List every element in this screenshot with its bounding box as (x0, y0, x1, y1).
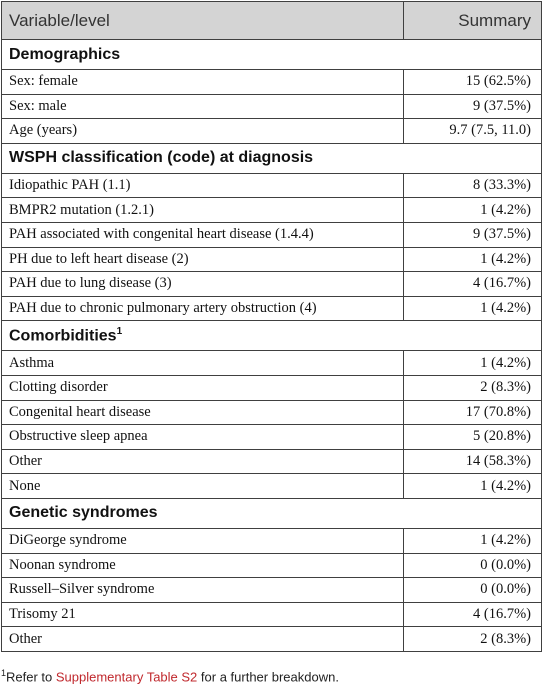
section-title-text: WSPH classification (code) at diagnosis (9, 149, 314, 167)
row-label: DiGeorge syndrome (2, 528, 404, 553)
row-label: PAH due to chronic pulmonary artery obstruction (4) (2, 296, 404, 321)
section-title-text: Comorbidities (9, 327, 117, 345)
table-row (2, 553, 542, 578)
row-value: 1 (4.2%) (404, 351, 542, 376)
row-value: 1 (4.2%) (404, 296, 542, 321)
row-label: Clotting disorder (2, 375, 404, 400)
table-row (2, 425, 542, 450)
row-value: 0 (0.0%) (404, 553, 542, 578)
row-value: 2 (8.3%) (404, 375, 542, 400)
table-row (2, 602, 542, 627)
row-value: 1 (4.2%) (404, 528, 542, 553)
header-summary: Summary (404, 2, 542, 40)
row-label: Asthma (2, 351, 404, 376)
row-label: Age (years) (2, 119, 404, 144)
table-row (2, 247, 542, 272)
row-label: BMPR2 mutation (1.2.1) (2, 198, 404, 223)
row-value: 4 (16.7%) (404, 602, 542, 627)
section-header-row (2, 143, 542, 173)
table-row (2, 528, 542, 553)
table-row (2, 173, 542, 198)
row-value: 9 (37.5%) (404, 94, 542, 119)
row-label: Trisomy 21 (2, 602, 404, 627)
row-label: Idiopathic PAH (1.1) (2, 173, 404, 198)
section-title-text: Demographics (9, 45, 121, 63)
table-row (2, 296, 542, 321)
section-title-text: Genetic syndromes (9, 504, 158, 522)
row-label: Sex: male (2, 94, 404, 119)
row-label: PH due to left heart disease (2) (2, 247, 404, 272)
table-row (2, 627, 542, 652)
table-footnote (1, 668, 339, 684)
header-variable-level: Variable/level (2, 2, 404, 40)
row-value: 2 (8.3%) (404, 627, 542, 652)
row-label: PAH associated with congenital heart disease (1.4.4) (2, 222, 404, 247)
row-value: 1 (4.2%) (404, 198, 542, 223)
row-label: Congenital heart disease (2, 400, 404, 425)
table-row (2, 222, 542, 247)
row-label: Noonan syndrome (2, 553, 404, 578)
section-title (2, 498, 542, 528)
row-value: 9.7 (7.5, 11.0) (404, 119, 542, 144)
row-value: 14 (58.3%) (404, 449, 542, 474)
footnote-marker: 1 (1, 668, 7, 678)
row-label: Other (2, 627, 404, 652)
row-value: 15 (62.5%) (404, 70, 542, 95)
footnote-text-before: Refer to (6, 669, 56, 685)
table-row (2, 94, 542, 119)
table-row (2, 198, 542, 223)
table-header-row (2, 2, 542, 40)
row-label: Russell–Silver syndrome (2, 578, 404, 603)
table-row (2, 449, 542, 474)
table-row (2, 70, 542, 95)
table-row (2, 474, 542, 499)
table-row (2, 578, 542, 603)
row-label: Sex: female (2, 70, 404, 95)
section-title (2, 40, 542, 70)
section-header-row (2, 40, 542, 70)
section-header-row (2, 321, 542, 351)
row-value: 4 (16.7%) (404, 272, 542, 297)
row-label: None (2, 474, 404, 499)
summary-table (1, 1, 542, 652)
table-row (2, 375, 542, 400)
row-value: 0 (0.0%) (404, 578, 542, 603)
table-row (2, 119, 542, 144)
table-row (2, 272, 542, 297)
row-value: 5 (20.8%) (404, 425, 542, 450)
supplementary-table-link[interactable]: Supplementary Table S2 (55, 669, 198, 685)
row-value: 1 (4.2%) (404, 247, 542, 272)
row-label: Obstructive sleep apnea (2, 425, 404, 450)
table-body (2, 40, 542, 652)
row-value: 1 (4.2%) (404, 474, 542, 499)
table-row (2, 400, 542, 425)
table-row (2, 351, 542, 376)
section-title (2, 143, 542, 173)
row-value: 8 (33.3%) (404, 173, 542, 198)
row-label: PAH due to lung disease (3) (2, 272, 404, 297)
section-header-row (2, 498, 542, 528)
row-value: 9 (37.5%) (404, 222, 542, 247)
section-title (2, 321, 542, 351)
footnote-text-after: for a further breakdown. (197, 669, 339, 685)
row-label: Other (2, 449, 404, 474)
section-footnote-marker: 1 (116, 326, 123, 338)
row-value: 17 (70.8%) (404, 400, 542, 425)
